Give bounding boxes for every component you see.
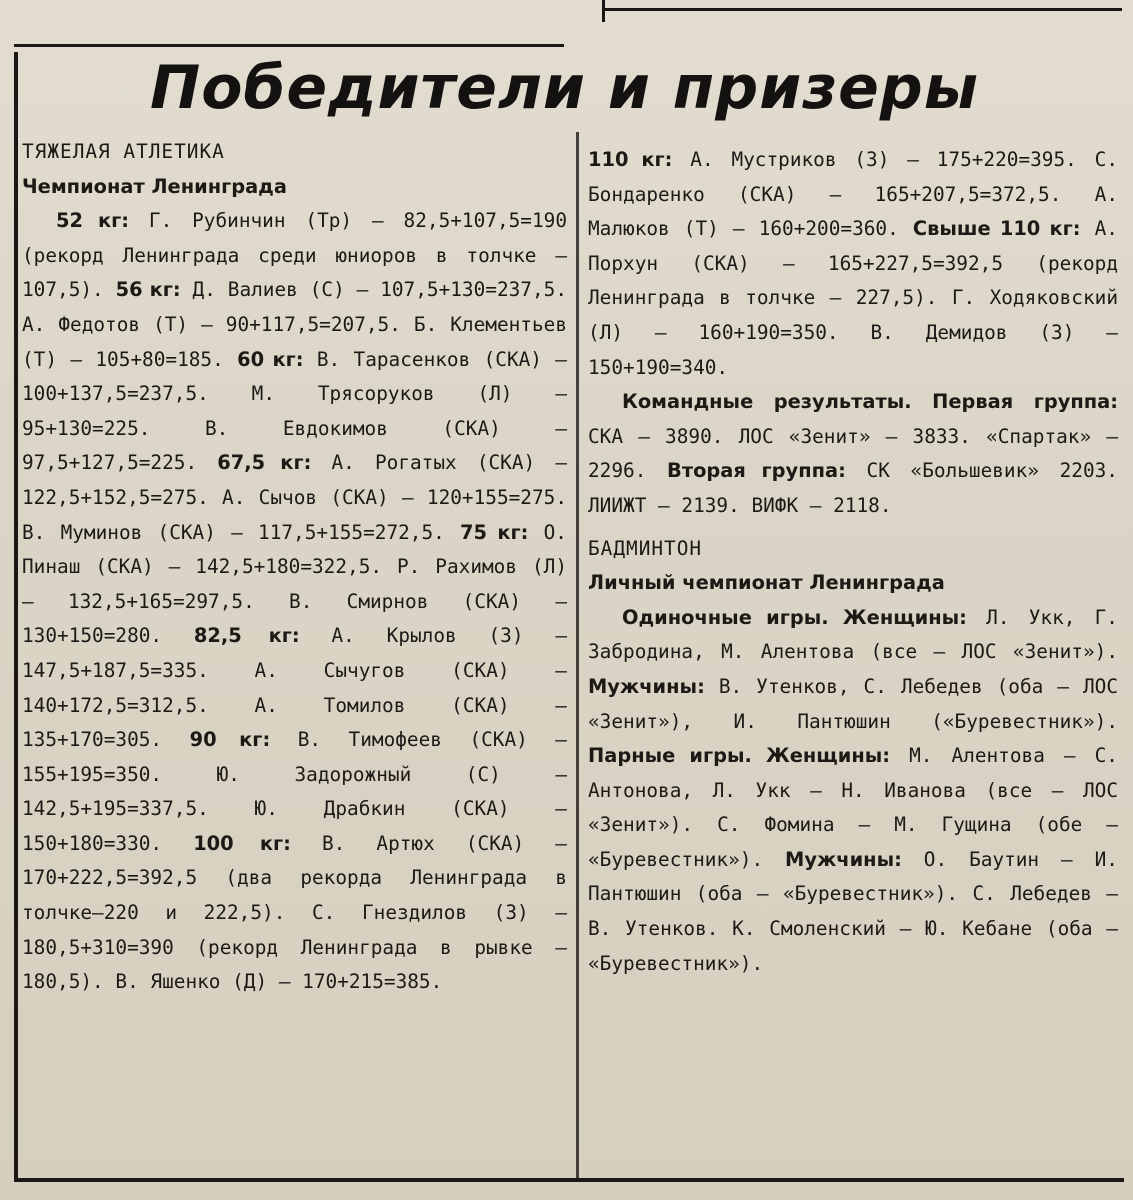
team-results-group1: СКА — 3890. ЛОС «Зенит» — 3833. «Спартак» — 2296. (588, 424, 1118, 483)
badminton-section-title: БАДМИНТОН (588, 536, 703, 560)
category-82-text: А. Крылов (З) — 147,5+187,5=335. А. Сычугов (СКА) — 140+172,5=312,5. А. Томилов (СКА) — 135+170=305. (22, 624, 567, 752)
category-75-text: О. Пинаш (СКА) — 142,5+180=322,5. Р. Рахимов (Л) — 132,5+165=297,5. В. Смирнов (СКА) — 130+150=280. (22, 520, 567, 648)
singles-men-text: В. Утенков, С. Лебедев (оба — ЛОС «Зенит»), И. Пантюшин («Буревестник»). (588, 674, 1118, 733)
doubles-women-label: Парные игры. Женщины: (588, 744, 891, 768)
category-110-label: 110 кг: (588, 148, 673, 171)
top-right-rule-vertical (602, 0, 605, 22)
team-results-label-2: Вторая группа: (667, 459, 846, 483)
badminton-event-title: Личный чемпионат Ленинграда (588, 571, 945, 595)
weightlifting-section-title: ТЯЖЕЛАЯ АТЛЕТИКА (22, 140, 225, 163)
team-results-group2: СК «Большевик» 2203. ЛИИЖТ — 2139. ВИФК — 2118. (588, 459, 1118, 517)
top-rule (14, 44, 564, 47)
doubles-women-text: М. Алентова — С. Антонова, Л. Укк — Н. Иванова (все — ЛОС «Зенит»). С. Фомина — М. Гущина (обе — «Буревестник»). (588, 744, 1118, 871)
category-110-plus-text: А. Порхун (СКА) — 165+227,5=392,5 (рекорд Ленинграда в толчке — 227,5). Г. Ходяковский (Л) — 160+190=350. В. Демидов (З) — 150+190=340. (588, 217, 1118, 379)
category-100-label: 100 кг: (193, 831, 291, 855)
team-results-label: Командные результаты. Первая группа: (622, 390, 1118, 414)
headline: Победители и призеры (150, 53, 980, 123)
column-divider (576, 132, 579, 1182)
category-56-label: 56 кг: (115, 278, 181, 302)
left-rule (14, 52, 18, 1182)
bottom-rule (14, 1178, 1124, 1182)
category-67-text: А. Рогатых (СКА) — 122,5+152,5=275. А. Сычов (СКА) — 120+155=275. В. Муминов (СКА) — 117,5+155=272,5. (22, 451, 567, 544)
category-60-text: В. Тарасенков (СКА) — 100+137,5=237,5. М. Трясоруков (Л) — 95+130=225. В. Евдокимов (СКА) — 97,5+127,5=225. (22, 347, 567, 475)
category-75-label: 75 кг: (460, 520, 529, 544)
category-110-text: А. Мустриков (З) — 175+220=395. С. Бондаренко (СКА) — 165+207,5=372,5. А. Малюков (Т) — 160+200=360. (588, 148, 1118, 241)
category-100-text: В. Артюх (СКА) — 170+222,5=392,5 (два рекорда Ленинграда в толчке—220 и 222,5). С. Гнездилов (З) — 180,5+310=390 (рекорд Ленинграда в рывке — 180,5). В. Яшенко (Д) — 170+215=385. (22, 831, 567, 994)
singles-women-label: Одиночные игры. Женщины: (622, 605, 967, 629)
doubles-men-label: Мужчины: (785, 847, 902, 871)
right-column (588, 143, 1118, 981)
category-67-label: 67,5 кг: (217, 451, 312, 475)
weightlifting-event-title: Чемпионат Ленинграда (22, 174, 287, 198)
category-60-label: 60 кг: (237, 347, 304, 371)
singles-women-text: Л. Укк, Г. Забродина, М. Алентова (все — ЛОС «Зенит»). (588, 605, 1118, 664)
category-90-text: В. Тимофеев (СКА) — 155+195=350. Ю. Задорожный (С) — 142,5+195=337,5. Ю. Драбкин (СКА) — 150+180=330. (22, 728, 567, 855)
left-column (22, 135, 567, 1000)
badminton-results (588, 601, 1118, 982)
top-right-rule (602, 8, 1122, 11)
section-gap (588, 524, 1118, 532)
category-90-label: 90 кг: (189, 728, 271, 752)
weightlifting-results (22, 204, 567, 1000)
category-52-text: Г. Рубинчин (Тр) — 82,5+107,5=190 (рекорд Ленинграда среди юниоров в толчке — 107,5). (22, 209, 567, 302)
category-56-text: Д. Валиев (С) — 107,5+130=237,5. А. Федотов (Т) — 90+117,5=207,5. Б. Клементьев (Т) — 105+80=185. (22, 278, 567, 371)
team-results (588, 385, 1118, 523)
category-110-plus-label: Свыше 110 кг: (912, 217, 1081, 241)
category-52-label: 52 кг: (56, 209, 129, 233)
category-82-label: 82,5 кг: (193, 624, 300, 648)
weightlifting-results-continued (588, 143, 1118, 385)
doubles-men-text: О. Баутин — И. Пантюшин (оба — «Буревестник»). С. Лебедев — В. Утенков. К. Смоленский — Ю. Кебане (оба — «Буревестник»). (588, 847, 1118, 975)
singles-men-label: Мужчины: (588, 674, 705, 698)
